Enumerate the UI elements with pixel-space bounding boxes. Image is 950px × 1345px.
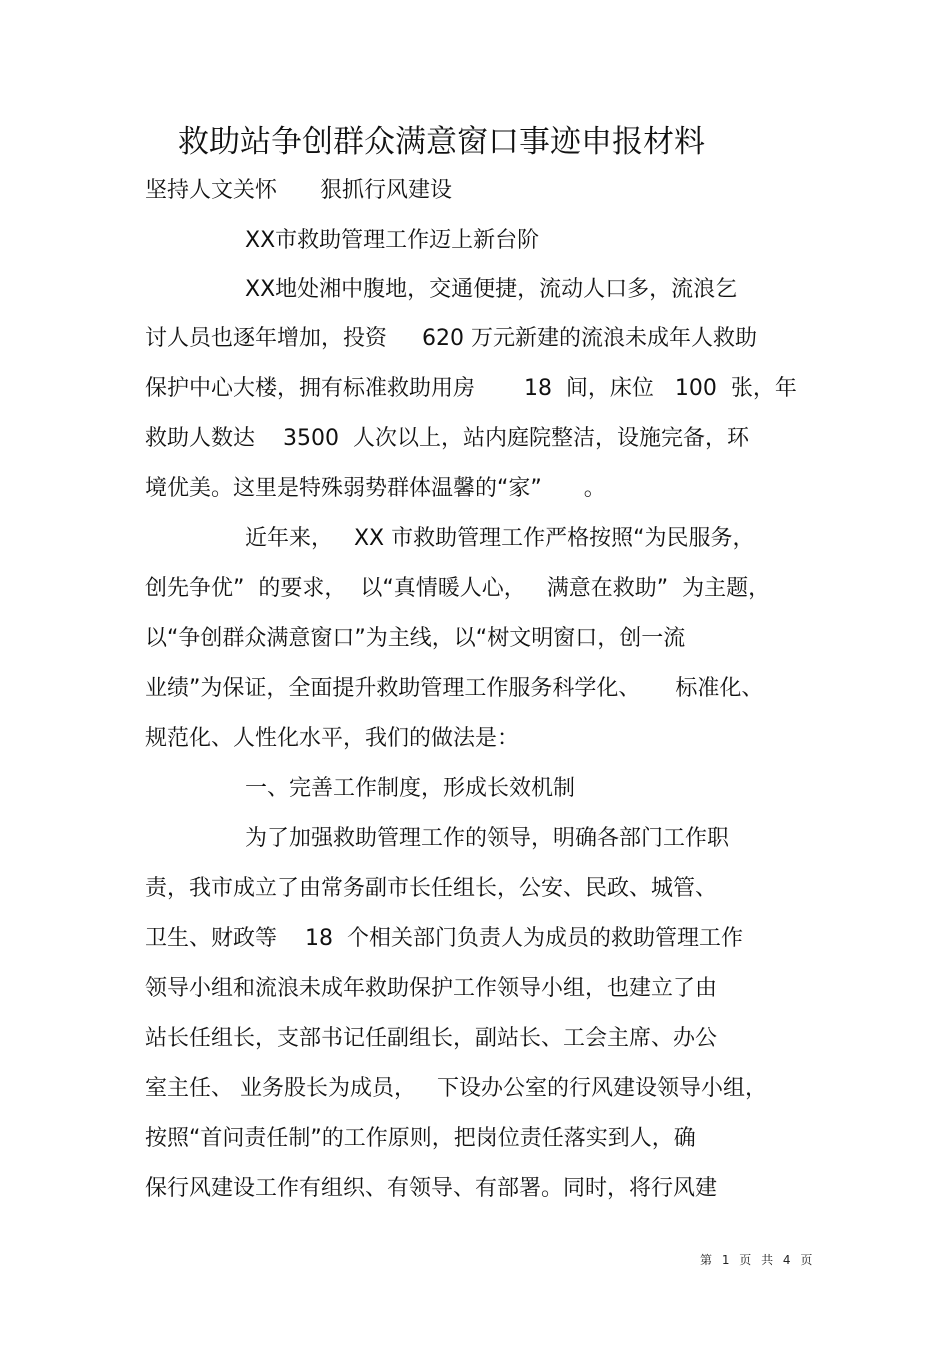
body-line: 境优美。这里是特殊弱势群体温馨的“家” 。 [145, 476, 606, 501]
subtitle-right: 狠抓行风建设 [320, 178, 453, 203]
body-line: XX地处湘中腹地，交通便捷，流动人口多，流浪乞 [245, 277, 738, 302]
body-line: 业绩”为保证，全面提升救助管理工作服务科学化、 标准化、 [145, 676, 764, 701]
body-line: 卫生、财政等 18 个相关部门负责人为成员的救助管理工作 [145, 926, 743, 951]
body-line: 保行风建设工作有组织、有领导、有部署。同时，将行风建 [145, 1176, 718, 1201]
body-line: 站长任组长，支部书记任副组长，副站长、工会主席、办公 [145, 1026, 718, 1051]
body-line: 室主任、 业务股长为成员， 下设办公室的行风建设领导小组， [145, 1076, 767, 1101]
body-line: 领导小组和流浪未成年救助保护工作领导小组，也建立了由 [145, 976, 718, 1001]
body-line: 为了加强救助管理工作的领导，明确各部门工作职 [245, 826, 730, 851]
body-line: 按照“首问责任制”的工作原则，把岗位责任落实到人，确 [145, 1126, 696, 1151]
page-number-footer: 第 1 页 共 4 页 [700, 1253, 813, 1267]
subsection-heading: 一、完善工作制度，形成长效机制 [245, 776, 576, 801]
body-line: 讨人员也逐年增加，投资 620 万元新建的流浪未成年人救助 [145, 326, 757, 351]
body-line: 规范化、人性化水平，我们的做法是： [145, 726, 520, 751]
body-line: 以“争创群众满意窗口”为主线，以“树文明窗口，创一流 [145, 626, 686, 651]
subtitle-left: 坚持人文关怀 [145, 178, 278, 203]
body-line: 保护中心大楼，拥有标准救助用房 18 间，床位 100 张，年 [145, 376, 797, 401]
body-line: 救助人数达 3500 人次以上，站内庭院整洁，设施完备，环 [145, 426, 749, 451]
section-heading: XX市救助管理工作迈上新台阶 [245, 228, 540, 253]
body-line: 创先争优” 的要求， 以“真情暖人心， 满意在救助” 为主题， [145, 576, 771, 601]
body-line: 近年来， XX 市救助管理工作严格按照“为民服务， [245, 526, 755, 551]
body-line: 责，我市成立了由常务副市长任组长，公安、民政、城管、 [145, 876, 718, 901]
document-title: 救助站争创群众满意窗口事迹申报材料 [178, 124, 705, 160]
